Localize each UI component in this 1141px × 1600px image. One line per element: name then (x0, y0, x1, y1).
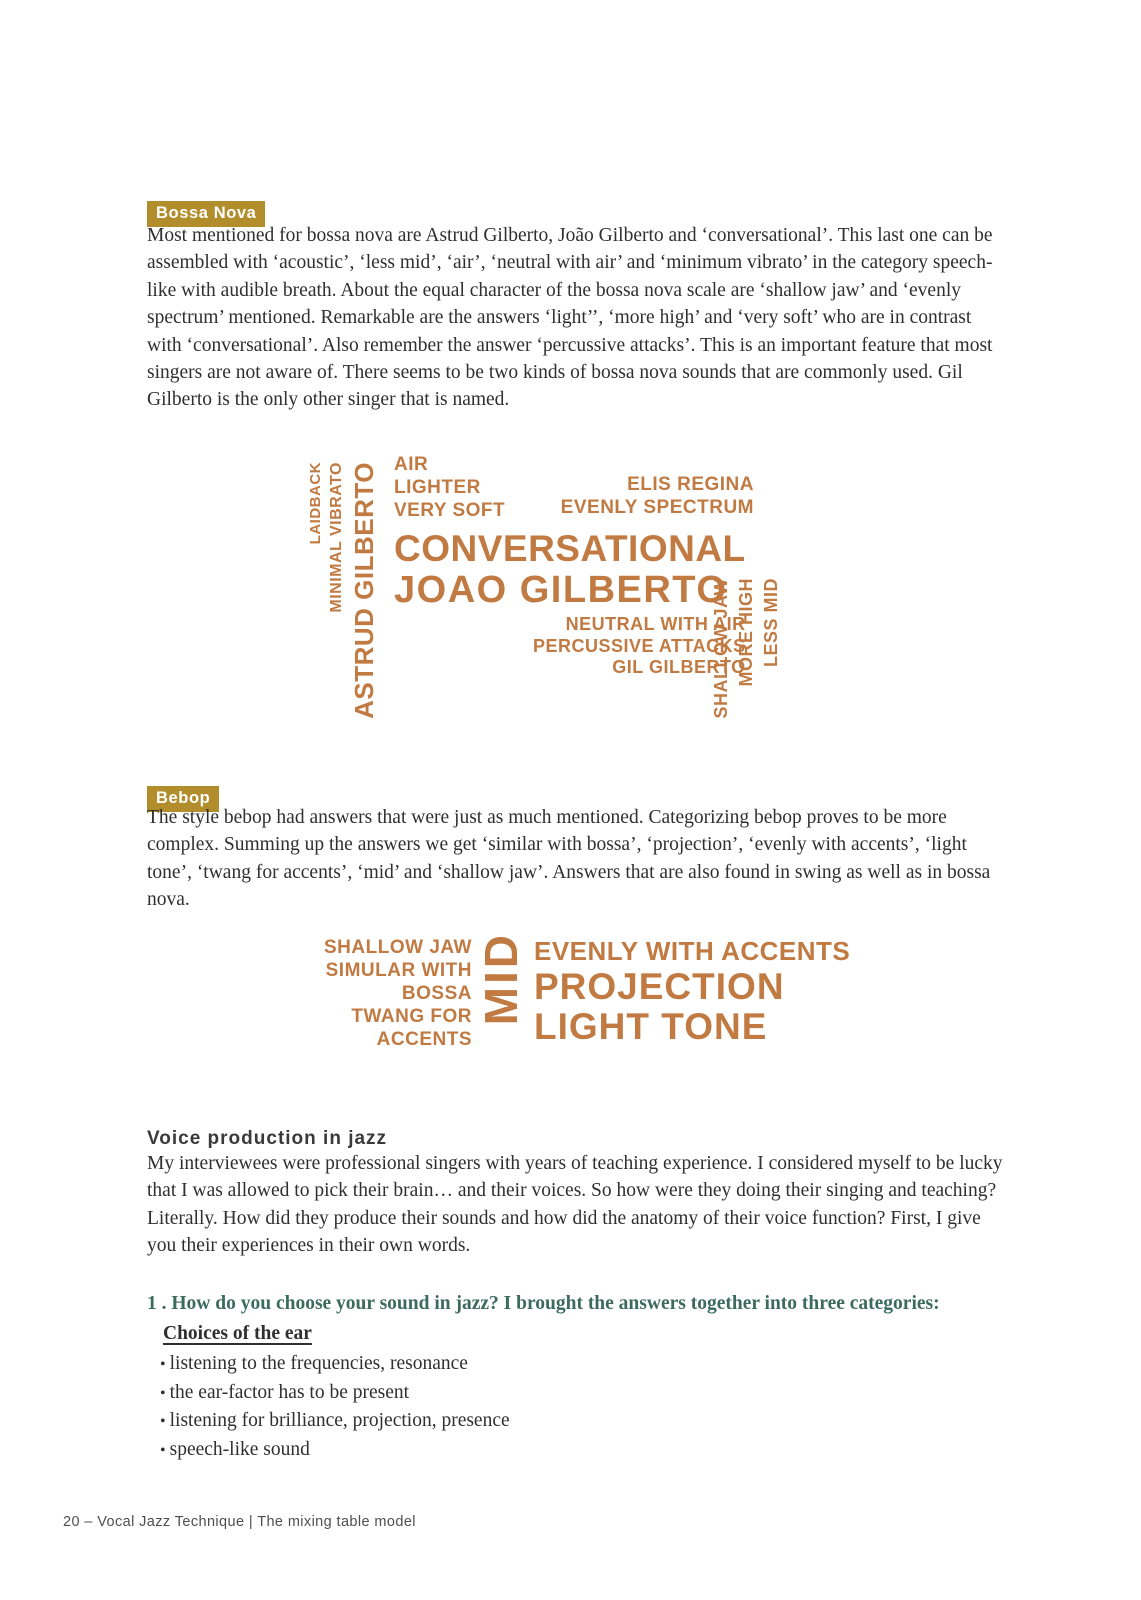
bossa-nova-badge: Bossa Nova (147, 201, 265, 227)
wordcloud-left-group (268, 936, 472, 1051)
page-footer: 20 – Vocal Jazz Technique | The mixing table model (63, 1514, 416, 1530)
wordcloud-term: LIGHTER (394, 477, 481, 498)
wordcloud-vertical-right-group (712, 578, 780, 719)
wordcloud-term: ELIS REGINA (627, 474, 754, 495)
list-item: • the ear-factor has to be present (160, 1379, 510, 1408)
wordcloud-term: PROJECTION (534, 966, 785, 1007)
wordcloud-term: LIGHT TONE (534, 1006, 768, 1047)
wordcloud-top-right-group (561, 473, 754, 519)
bossa-nova-paragraph: Most mentioned for bossa nova are Astrud Gilberto, João Gilberto and ‘conversational’. This last one can be assembled with ‘acoustic’, ‘less mid’, ‘air’, ‘neutral with air’ and ‘minimum vibrato’ in the category speech-like with audible breath. About the equal character of the bossa nova scale are ‘shallow jaw’ and ‘evenly spectrum’ mentioned. Remarkable are the answers ‘light’’, ‘more high’ and ‘very soft’ who are in contrast with ‘conversational’. Also remember the answer ‘percussive attacks’. This is an important feature that most singers are not aware of. There seems to be two kinds of bossa nova sounds that are commonly used. Gil Gilberto is the only other singer that is named. (147, 225, 993, 411)
wordcloud-term: LAIDBACK (307, 462, 324, 545)
question-heading: 1 . How do you choose your sound in jazz? I brought the answers together into three categories: (147, 1293, 940, 1314)
wordcloud-term: NEUTRAL WITH AIR (565, 614, 746, 634)
voice-production-paragraph: My interviewees were professional singers with years of teaching experience. I considered myself to be lucky that I was allowed to pick their brain… and their voices. So how were they doing their singing and teaching? Literally. How did they produce their sounds and how did the anatomy of their voice function? First, I give you their experiences in their own words. (147, 1153, 1003, 1257)
wordcloud-term: SHALLOW JAW (711, 578, 731, 719)
bossa-nova-wordcloud (307, 446, 790, 719)
bebop-wordcloud (268, 930, 851, 1050)
list-item: • listening for brilliance, projection, presence (160, 1407, 510, 1436)
wordcloud-term: GIL GILBERTO (612, 657, 746, 677)
wordcloud-term: EVENLY WITH ACCENTS (534, 936, 851, 966)
wordcloud-term: VERY SOFT (394, 500, 506, 521)
wordcloud-term: ASTRUD GILBERTO (349, 462, 379, 719)
wordcloud-right-group (534, 930, 850, 1047)
wordcloud-term: TWANG FOR ACCENTS (351, 1006, 472, 1050)
wordcloud-term: MINIMAL VIBRATO (328, 462, 345, 613)
bullet-list (160, 1350, 510, 1464)
wordcloud-term: SHALLOW JAW (324, 937, 472, 958)
wordcloud-term: AIR (394, 454, 429, 475)
wordcloud-term: PERCUSSIVE ATTACKS (532, 635, 746, 656)
voice-production-heading: Voice production in jazz (147, 1128, 388, 1149)
wordcloud-term: MID (475, 932, 527, 1026)
list-item: • listening to the frequencies, resonance (160, 1350, 510, 1379)
bebop-badge: Bebop (147, 786, 219, 812)
wordcloud-term: EVENLY SPECTRUM (560, 497, 754, 518)
wordcloud-term: JOAO GILBERTO (394, 569, 728, 611)
wordcloud-term: LESS MID (761, 578, 781, 668)
list-item: • speech-like sound (160, 1436, 510, 1465)
wordcloud-term: MORE HIGH (736, 578, 756, 687)
wordcloud-term: SIMULAR WITH BOSSA (325, 960, 472, 1004)
wordcloud-term: CONVERSATIONAL (394, 528, 746, 569)
bebop-paragraph: The style bebop had answers that were just as much mentioned. Categorizing bebop proves to be more complex. Summing up the answers we get ‘similar with bossa’, ‘projection’, ‘evenly with accents’, ‘light tone’, ‘twang for accents’, ‘mid’ and ‘shallow jaw’. Answers that are also found in swing as well as in bossa nova. (147, 807, 991, 911)
wordcloud-vertical-left-group (308, 462, 377, 719)
choices-of-the-ear-subheading: Choices of the ear (163, 1323, 312, 1344)
